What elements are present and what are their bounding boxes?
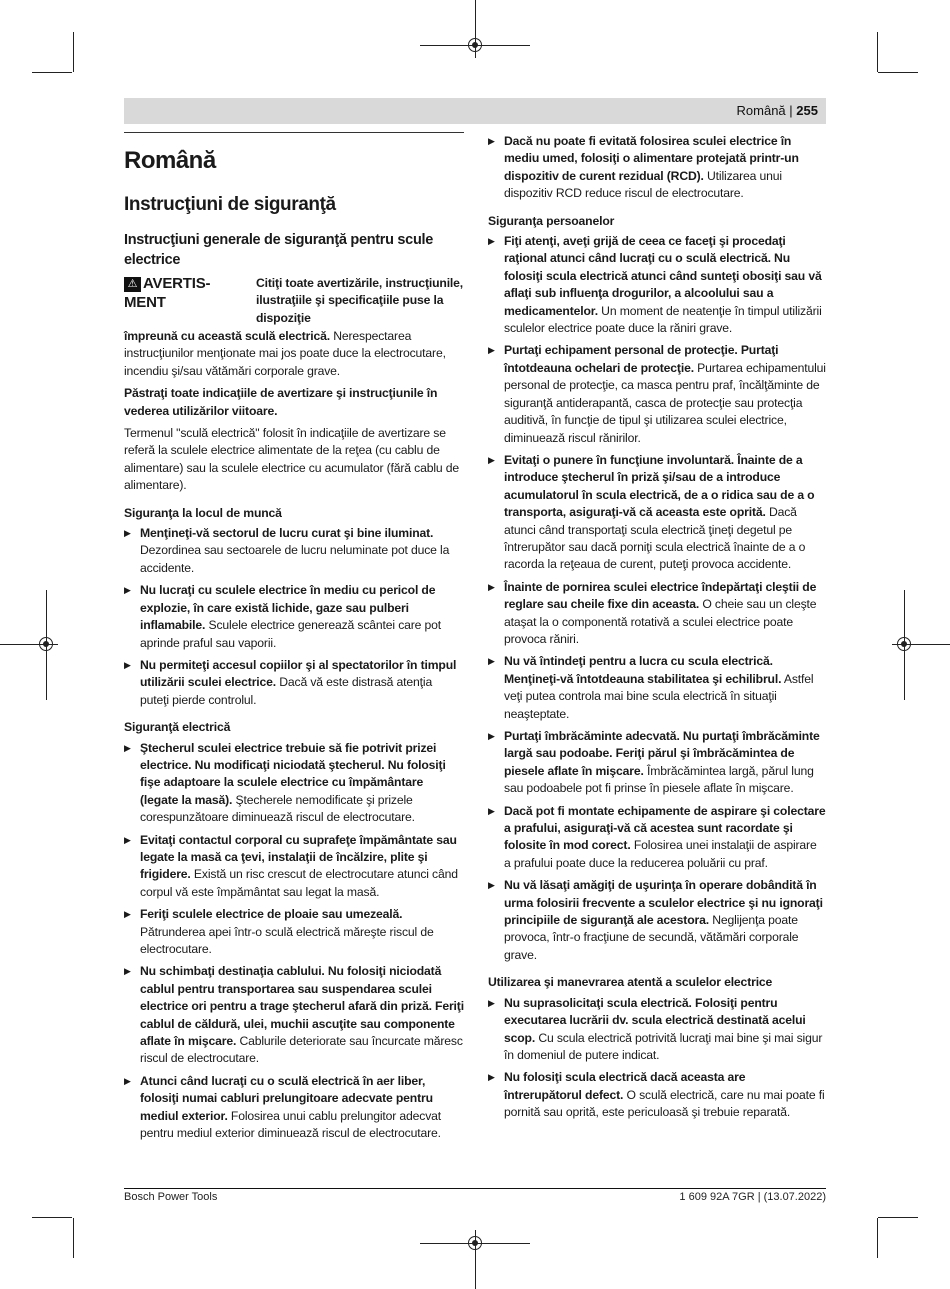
item-bold-text: Nu permiteţi accesul copiilor şi al spectatorilor în timpul utilizării sculei electrice. [140,657,457,690]
item-text: Dacă vă este distrasă atenţia puteţi pierde controlul. [140,675,433,707]
header-language: Română [736,103,786,118]
item-bold-text: Atunci când lucraţi cu o sculă electrică în aer liber, folosiţi numai cabluri prelungitoare adecvate pentru mediul exterior. [140,1073,433,1123]
list-item [488,728,826,798]
item-text: O cheie sau un cleşte ataşat la o componentă rotativă a sculei electrice poate provoca răniri. [504,597,817,646]
section-title: Instrucţiuni de siguranţă [124,194,336,215]
item-bold-text: Înainte de pornirea sculei electrice îndepărtaţi cleştii de reglare sau cheile fixe din aceasta. [504,579,817,612]
list-item [488,342,826,446]
item-text: Un moment de neatenţie în timpul utilizării sculelor electrice poate duce la răniri grave. [504,303,822,336]
bullet-list [488,233,826,964]
item-bold-text: Nu schimbaţi destinaţia cablului. Nu folosiţi niciodată cablul pentru transportarea sau suspendarea sculei electrice ori pentru a trage ştecherul afară din priză. Feriţi cablul de căldură, ulei, muchii ascuţite sau componente aflate în mişcare. [140,964,464,1049]
warning-text [124,328,464,380]
right-sections [488,213,826,1122]
item-text: Folosirea unei instalaţii de aspirare a prafului poate duce la reducerea poluării cu praf. [504,838,817,870]
category-heading: Utilizarea şi manevrarea atentă a sculelor electrice [488,975,773,990]
footer-brand: Bosch Power Tools [124,1191,218,1203]
page-number: 255 [796,103,818,118]
crop-mark [878,1217,918,1218]
crop-mark [877,1218,878,1258]
warning-label [124,274,249,312]
crop-mark [32,1217,72,1218]
warning-triangle-icon: ⚠ [124,277,141,292]
item-text: Purtarea echipamentului personal de protecţie, ca masca pentru praf, încălţăminte de siguranţă antiderapantă, casca de protecţie sau protecţia auditivă, în funcţie de tipul şi utilizarea sculei electrice, diminuează riscul rănirilor. [504,360,826,445]
item-text: Astfel veţi putea controla mai bine scula electrică în situaţii neaşteptate. [504,671,814,721]
item-bold-text: Dacă nu poate fi evitată folosirea sculei electrice în mediu umed, folosiţi o alimentare protejată printr-un dispozitiv de curent rezidual (RCD). [504,134,799,183]
list-item [488,133,826,203]
list-item [124,906,464,958]
warning-bold-text: împreună cu această sculă electrică. [124,329,330,343]
list-item [124,740,464,827]
crop-mark [878,72,918,73]
bullet-list [124,740,464,1143]
list-item [124,1073,464,1143]
footer-document-code: 1 609 92A 7GR | (13.07.2022) [679,1191,826,1203]
item-text: Ştecherele nemodificate şi prizele corespunzătoare diminuează riscul de electrocutare. [140,792,415,825]
item-bold-text: Evitaţi o punere în funcţiune involuntară. Înainte de a introduce ştecherul în priză şi/sau de a introduce acumulatorul în scula electrică, de a o ridica sau de a o transporta, asiguraţi-vă că aceasta este oprită. [504,452,815,520]
list-item [124,525,464,577]
list-item [488,653,826,723]
footer-rule [124,1188,826,1189]
item-text: Cu scula electrică potrivită lucraţi mai bine şi mai sigur în domeniul de putere indicat. [504,1030,823,1062]
warning-lead-text: Citiţi toate avertizările, instrucţiunile, ilustraţiile şi specificaţiile puse la dispoziţie [256,276,464,325]
registration-mark-icon [897,637,911,651]
list-item [488,233,826,337]
list-item [488,579,826,649]
warning-label-text: AVERTIS-MENT [124,275,211,311]
category-heading: Siguranţă electrică [124,720,231,735]
item-text: O sculă electrică, care nu mai poate fi pornită sau oprită, este periculoasă şi trebuie reparată. [504,1087,825,1120]
keep-note: Păstraţi toate indicaţiile de avertizare şi instrucţiunile în vederea utilizărilor viitoare. [124,386,438,418]
page-header [124,98,826,124]
item-text: Folosirea unui cablu prelungitor adecvat pentru mediul exterior diminuează riscul de electrocutare. [140,1108,442,1141]
left-sections [124,505,464,1143]
item-text: Pătrunderea apei într-o sculă electrică măreşte riscul de electrocutare. [140,924,434,956]
term-note: Termenul "sculă electrică" folosit în indicaţiile de avertizare se referă la sculele electrice alimentate de la reţea (cu cablu de alimentare) sau la sculele electrice cu acumulator (fără cablu de alimentare). [124,426,460,493]
bullet-list [124,525,464,709]
warning-plain-text: Nerespectarea instrucţiunilor menţionate mai jos poate duce la electrocutare, incendiu şi/sau vătămări corporale grave. [124,329,446,378]
item-bold-text: Fiţi atenţi, aveţi grijă de ceea ce faceţi şi procedaţi raţional atunci când lucraţi cu o sculă electrică. Nu folosiţi scula electrică atunci când sunteţi obosiţi sau vă aflaţi sub influenţa drogurilor, a alcoolului sau a medicamentelor. [504,234,822,318]
registration-mark-icon [468,38,482,52]
item-bold-text: Nu suprasolicitaţi scula electrică. Folosiţi pentru executarea lucrării dv. scula electrică destinată acelui scop. [504,995,806,1045]
header-text [737,103,818,118]
list-item [124,582,464,652]
registration-mark-icon [39,637,53,651]
item-bold-text: Purtaţi îmbrăcăminte adecvată. Nu purtaţi îmbrăcăminte largă sau podoabe. Feriţi părul şi îmbrăcămintea de piesele aflate în mişcare. [504,729,820,778]
crop-mark [73,32,74,72]
crop-mark [877,32,878,72]
list-item [124,657,464,709]
list-item [488,803,826,873]
item-bold-text: Dacă pot fi montate echipamente de aspirare şi colectare a prafului, asiguraţi-vă că acestea sunt racordate şi folosite în mod corect. [504,803,826,853]
item-text: Dacă atunci când transportaţi scula electrică ţineţi degetul pe întrerupător sau dacă porniţi scula electrică înainte de a o racorda la reţeaua de curent, puteţi provoca accidente. [504,505,806,572]
item-text: Dezordinea sau sectoarele de lucru neluminate pot duce la accidente. [140,543,450,575]
header-separator: | [789,103,793,118]
bullet-list [488,995,826,1122]
item-text: Cablurile deteriorate sau încurcate măresc riscul de electrocutare. [140,1034,463,1066]
item-bold-text: Nu lucraţi cu sculele electrice în mediu cu pericol de explozie, în care există lichide, gaze sau pulberi inflamabile. [140,583,436,633]
item-text: Utilizarea unui dispozitiv RCD reduce riscul de electrocutare. [504,168,782,201]
item-bold-text: Purtaţi echipament personal de protecţie. Purtaţi întotdeauna ochelari de protecţie. [504,343,779,375]
item-bold-text: Nu folosiţi scula electrică dacă aceasta are întrerupătorul defect. [504,1070,746,1102]
right-first-list [488,133,826,203]
item-text: Există un risc crescut de electrocutare atunci când corpul vă este împământat sau legat la masă. [140,867,458,899]
list-item [488,877,826,964]
item-text: Neglijenţa poate provoca, într-o fracţiune de secundă, vătămări corporale grave. [504,913,799,962]
warning-block [124,274,464,328]
crop-mark [32,72,72,73]
category-heading: Siguranţa la locul de muncă [124,505,282,520]
item-bold-text: Menţineţi-vă sectorul de lucru curat şi bine iluminat. [140,526,434,541]
right-column [488,133,826,1127]
registration-mark-icon [468,1236,482,1250]
item-text: Îmbrăcămintea largă, părul lung sau podoabele pot fi prinse în piesele aflate în mişcare. [504,763,814,796]
list-item [488,1069,826,1121]
list-item [488,995,826,1065]
subsection-title: Instrucţiuni generale de siguranţă pentru scule electrice [124,232,433,268]
item-bold-text: Nu vă întindeţi pentru a lucra cu scula electrică. Menţineţi-vă întotdeauna stabilitatea şi echilibrul. [504,654,782,686]
list-item [124,832,464,902]
item-bold-text: Ştecherul sculei electrice trebuie să fie potrivit prizei electrice. Nu modificaţi niciodată ştecherul. Nu folosiţi fişe adaptoare la sculele electrice cu împământare (legate la masă). [140,740,446,807]
item-bold-text: Feriţi sculele electrice de ploaie sau umezeală. [140,907,403,922]
item-bold-text: Nu vă lăsaţi amăgiţi de uşurinţa în operare dobândită în urma folosirii frecvente a sculelor electrice şi nu ignoraţi principiile de siguranţă ale acestora. [504,878,823,928]
list-item [124,963,464,1067]
list-item [488,452,826,574]
page-title: Română [124,147,216,174]
crop-mark [73,1218,74,1258]
left-column [124,133,464,1147]
item-text: Sculele electrice generează scântei care pot aprinde praful sau vaporii. [140,618,442,650]
item-bold-text: Evitaţi contactul corporal cu suprafeţe împământate sau legate la masă ca ţevi, instalaţii de încălzire, plite şi frigidere. [140,832,457,882]
category-heading: Siguranţa persoanelor [488,213,615,228]
